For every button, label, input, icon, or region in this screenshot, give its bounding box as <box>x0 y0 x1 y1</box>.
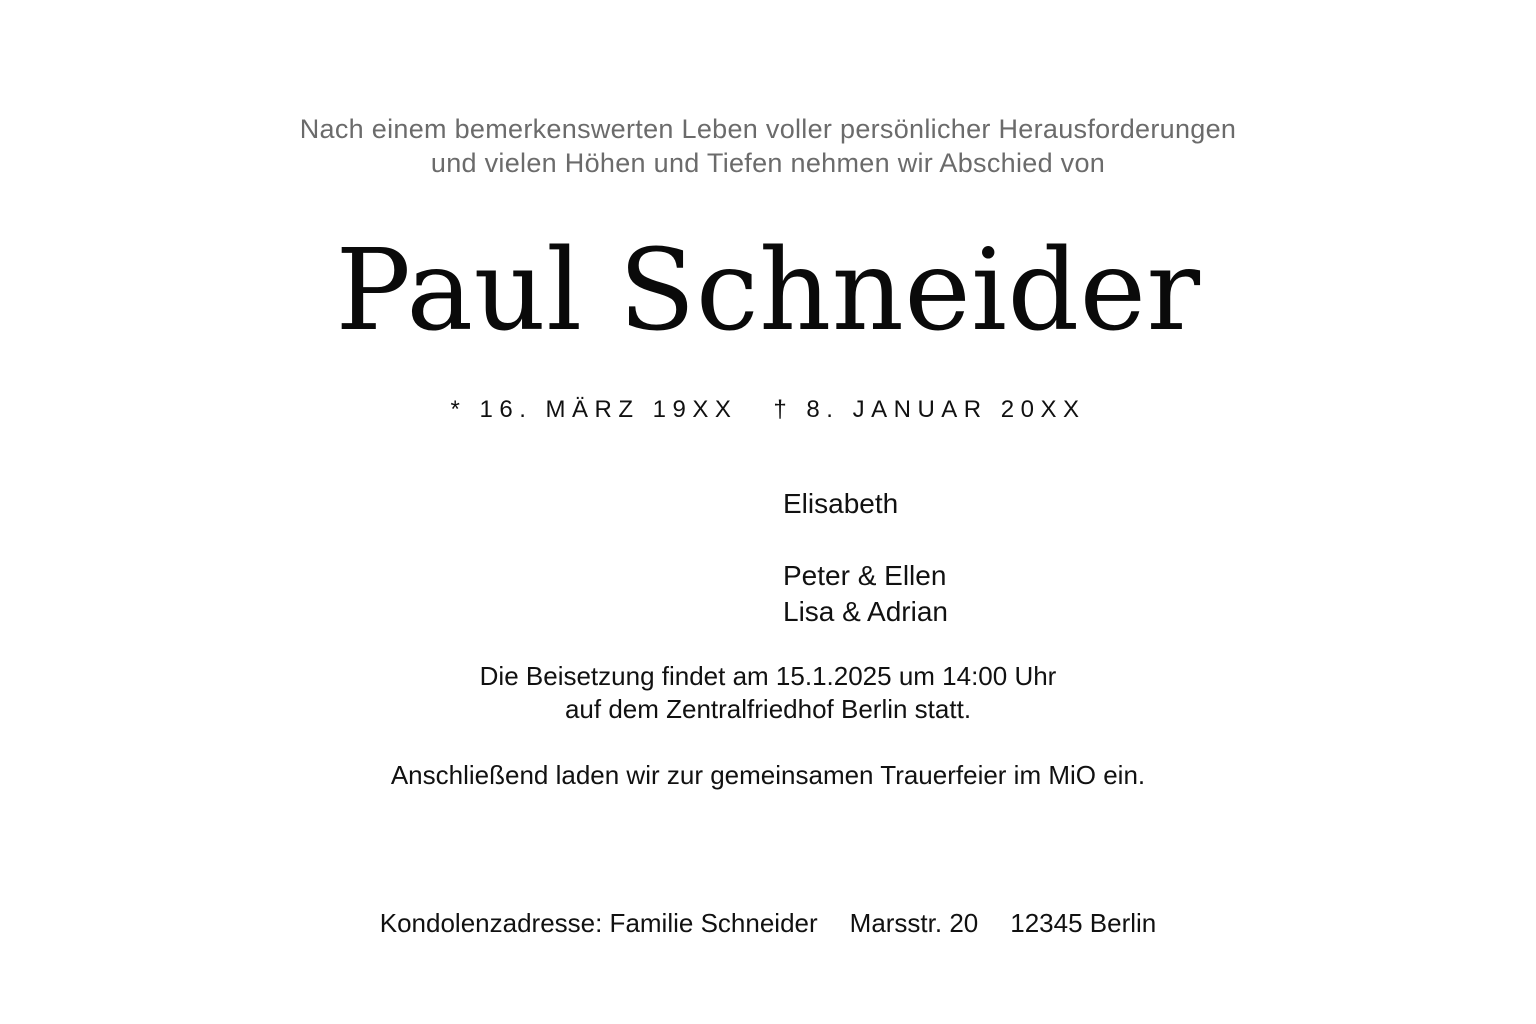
funeral-line-2: auf dem Zentralfriedhof Berlin statt. <box>564 694 972 724</box>
condolence-city: 12345 Berlin <box>1010 908 1157 938</box>
condolence-family: Kondolenzadresse: Familie Schneider <box>379 908 818 938</box>
birth-date: * 16. MÄRZ 19XX <box>450 396 738 423</box>
mourners-list <box>783 486 948 630</box>
mourner-line: Peter & Ellen <box>783 560 947 591</box>
death-date: † 8. JANUAR 20XX <box>773 396 1086 423</box>
mourner-line: Elisabeth <box>783 488 899 519</box>
intro-line-2: und vielen Höhen und Tiefen nehmen wir Abschied von <box>430 148 1106 178</box>
funeral-info <box>0 660 1536 726</box>
mourner-line: Lisa & Adrian <box>783 596 948 627</box>
deceased-name: Paul Schneider <box>335 226 1201 356</box>
intro-line-1: Nach einem bemerkenswerten Leben voller persönlicher Herausforderungen <box>299 114 1237 144</box>
life-dates <box>0 395 1536 425</box>
condolence-street: Marsstr. 20 <box>849 908 979 938</box>
intro-text <box>0 112 1536 180</box>
funeral-line-1: Die Beisetzung findet am 15.1.2025 um 14:00 Uhr <box>479 661 1057 691</box>
reception-invitation: Anschließend laden wir zur gemeinsamen Trauerfeier im MiO ein. <box>390 760 1146 790</box>
condolence-address <box>0 907 1536 940</box>
